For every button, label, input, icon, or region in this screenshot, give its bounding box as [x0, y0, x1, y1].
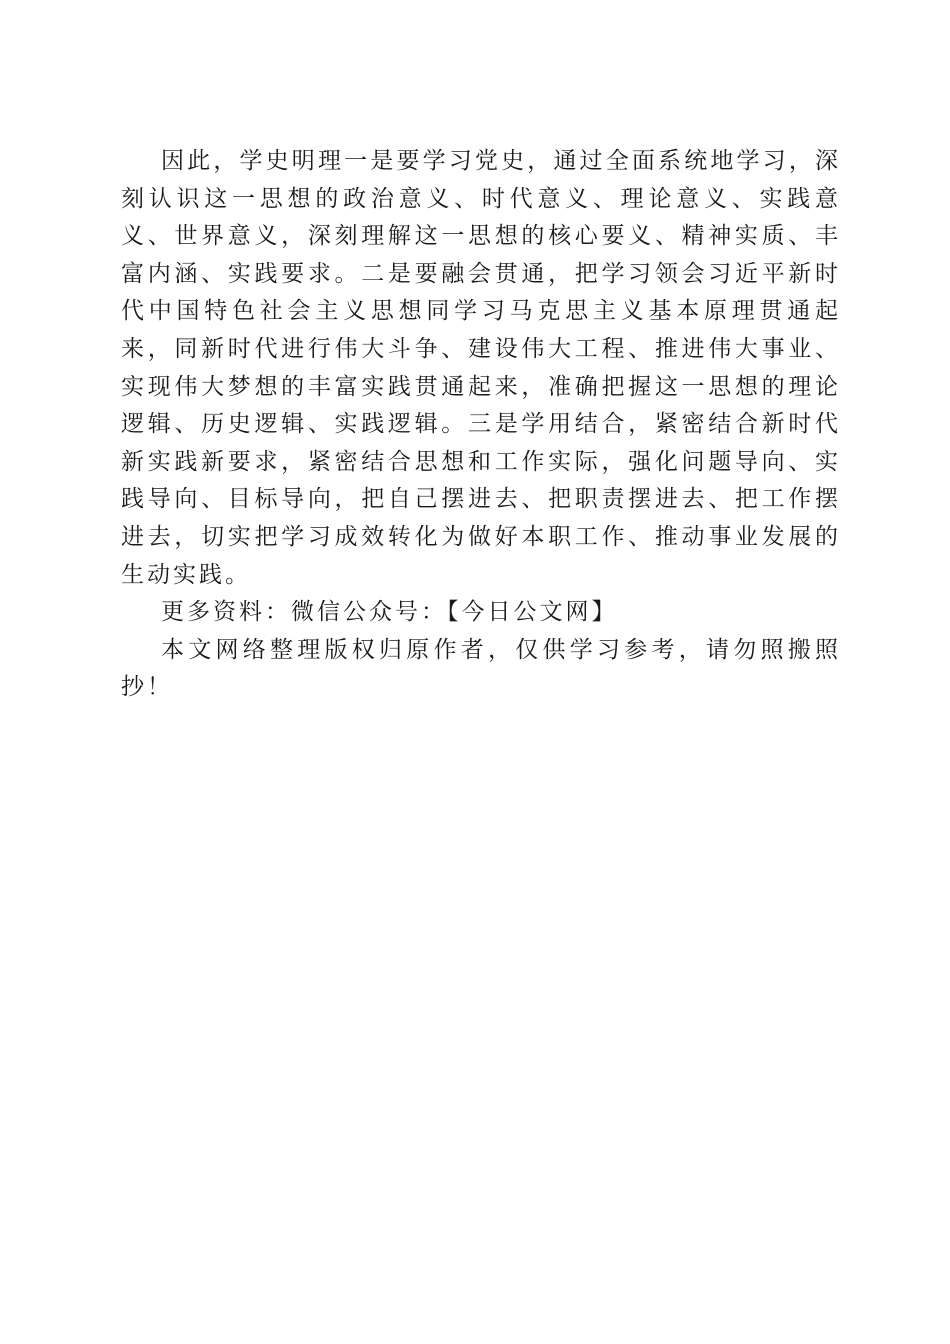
- paragraph-copyright-note: 本文网络整理版权归原作者，仅供学习参考，请勿照搬照抄！: [121, 636, 841, 701]
- paragraph-main: 因此，学史明理一是要学习党史，通过全面系统地学习，深刻认识这一思想的政治意义、时代意义、理论意义、实践意义、世界意义，深刻理解这一思想的核心要义、精神实质、丰富内涵、实践要求。二是要融会贯通，把学习领会习近平新时代中国特色社会主义思想同学习马克思主义基本原理贯通起来，同新时代进行伟大斗争、建设伟大工程、推进伟大事业、实现伟大梦想的丰富实践贯通起来，准确把握这一思想的理论逻辑、历史逻辑、实践逻辑。三是学用结合，紧密结合新时代新实践新要求，紧密结合思想和工作实际，强化问题导向、实践导向、目标导向，把自己摆进去、把职责摆进去、把工作摆进去，切实把学习成效转化为做好本职工作、推动事业发展的生动实践。: [121, 148, 841, 588]
- document-body: [121, 143, 841, 707]
- paragraph-source-note: 更多资料：微信公众号：【今日公文网】: [161, 599, 618, 626]
